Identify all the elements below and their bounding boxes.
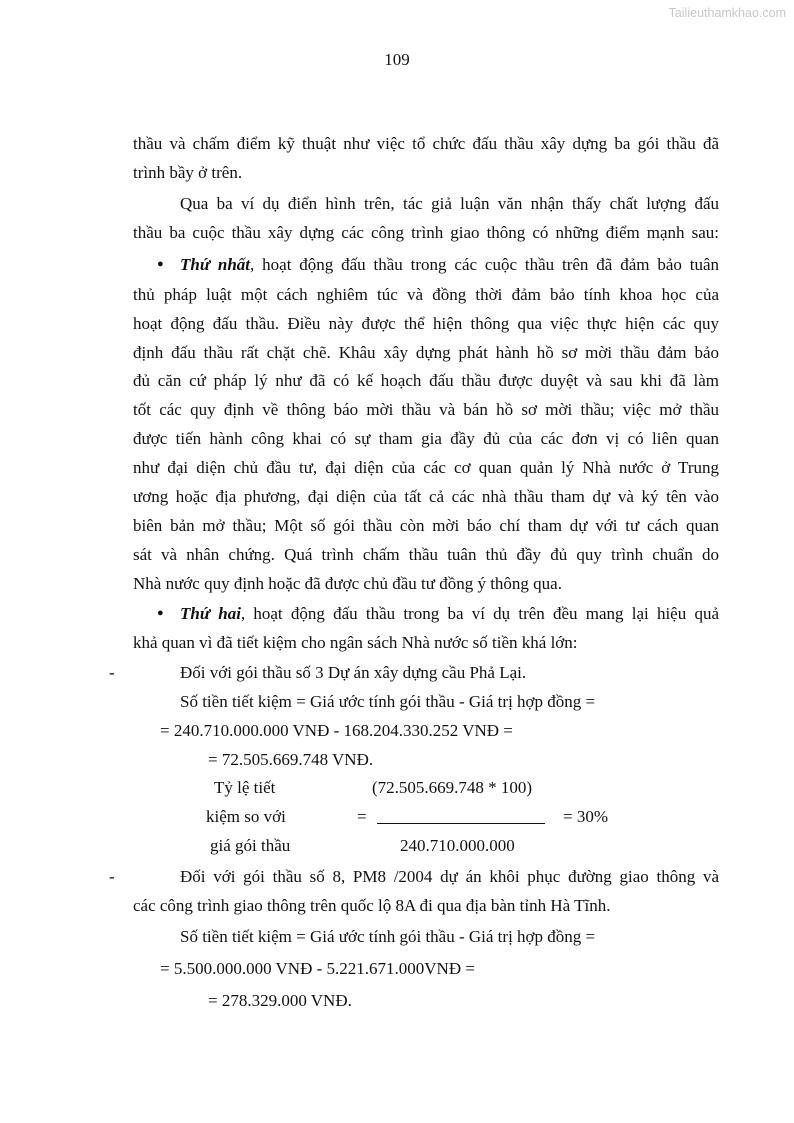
bullet-marker: ● [157, 258, 164, 270]
text-line: sát và nhân chứng. Quá trình chấm thầu tuân thủ đầy đủ quy trình chuẩn do [133, 545, 719, 564]
text-line: Số tiền tiết kiệm = Giá ước tính gói thầu - Giá trị hợp đồng = [180, 927, 596, 946]
text-line: thầu ba cuộc thầu xây dựng các công trình giao thông có những điểm mạnh sau: [133, 223, 719, 242]
formula-result: = 30% [563, 807, 608, 826]
text-line: thầu và chấm điểm kỹ thuật như việc tổ chức đấu thầu xây dựng ba gói thầu đã [133, 134, 719, 153]
text-line: tốt các quy định về thông báo mời thầu và bán hồ sơ mời thầu; việc mở thầu [133, 400, 719, 419]
text-line: ương hoặc địa phương, đại diện của tất cả các nhà thầu tham dự và ký tên vào [133, 487, 719, 506]
text-line: đủ căn cứ pháp lý như đã có kế hoạch đấu thầu được duyệt và sau khi đã làm [133, 371, 719, 390]
text-line: khả quan vì đã tiết kiệm cho ngân sách Nhà nước số tiền khá lớn: [133, 633, 578, 652]
text-line: trình bầy ở trên. [133, 163, 243, 182]
formula-denominator: 240.710.000.000 [400, 836, 515, 855]
formula-label: kiệm so với [206, 807, 286, 826]
text-line: biên bản mở thầu; Một số gói thầu còn mời báo chí tham dự với tư cách quan [133, 516, 719, 535]
dash-marker: - [109, 663, 115, 682]
text-line: Qua ba ví dụ điển hình trên, tác giả luận văn nhận thấy chất lượng đấu [180, 194, 719, 213]
bullet-line-first [180, 250, 719, 279]
text-line: Đối với gói thầu số 8, PM8 /2004 dự án khôi phục đường giao thông và [180, 867, 719, 886]
bullet-line-first [180, 599, 719, 628]
text-line: = 72.505.669.748 VNĐ. [208, 750, 374, 769]
text-line: Nhà nước quy định hoặc đã được chủ đầu tư đồng ý thông qua. [133, 574, 562, 593]
text-line: = 278.329.000 VNĐ. [208, 991, 352, 1010]
dash-marker: - [109, 867, 115, 886]
text-line: định đấu thầu rất chặt chẽ. Khâu xây dựng phát hành hồ sơ mời thầu đảm bảo [133, 343, 719, 362]
text-line: hoạt động đấu thầu. Điều này được thể hiện thông qua việc thực hiện các quy [133, 314, 719, 333]
bullet-text: , hoạt động đấu thầu trong các cuộc thầu trên đã đảm bảo tuân [250, 255, 720, 274]
formula-label: Tỷ lệ tiết [214, 778, 276, 797]
bullet-text: , hoạt động đấu thầu trong ba ví dụ trên đều mang lại hiệu quả [240, 604, 719, 623]
text-line: Đối với gói thầu số 3 Dự án xây dựng cầu Phả Lại. [180, 663, 527, 682]
text-line: các công trình giao thông trên quốc lộ 8A đi qua địa bàn tỉnh Hà Tĩnh. [133, 896, 611, 915]
bullet-marker: ● [157, 607, 164, 619]
bullet-title: Thứ hai [180, 604, 241, 623]
formula-label: giá gói thầu [210, 836, 291, 855]
text-line: thủ pháp luật một cách nghiêm túc và đồng thời đảm bảo tính khoa học của [133, 285, 719, 304]
text-line: = 5.500.000.000 VNĐ - 5.221.671.000VNĐ = [160, 959, 475, 978]
formula-numerator: (72.505.669.748 * 100) [372, 778, 533, 797]
formula-equals: = [357, 807, 367, 826]
text-line: Số tiền tiết kiệm = Giá ước tính gói thầu - Giá trị hợp đồng = [180, 692, 596, 711]
bullet-title: Thứ nhất [180, 255, 251, 274]
watermark: Tailieuthamkhao.com [668, 6, 786, 20]
text-line: = 240.710.000.000 VNĐ - 168.204.330.252 VNĐ = [160, 721, 513, 740]
fraction-line [377, 823, 545, 824]
text-line: được tiến hành công khai có sự tham gia đầy đủ của các đơn vị có liên quan [133, 429, 719, 448]
text-line: như đại diện chủ đầu tư, đại diện của các cơ quan quản lý Nhà nước ở Trung [133, 458, 719, 477]
page-number: 109 [384, 50, 410, 69]
